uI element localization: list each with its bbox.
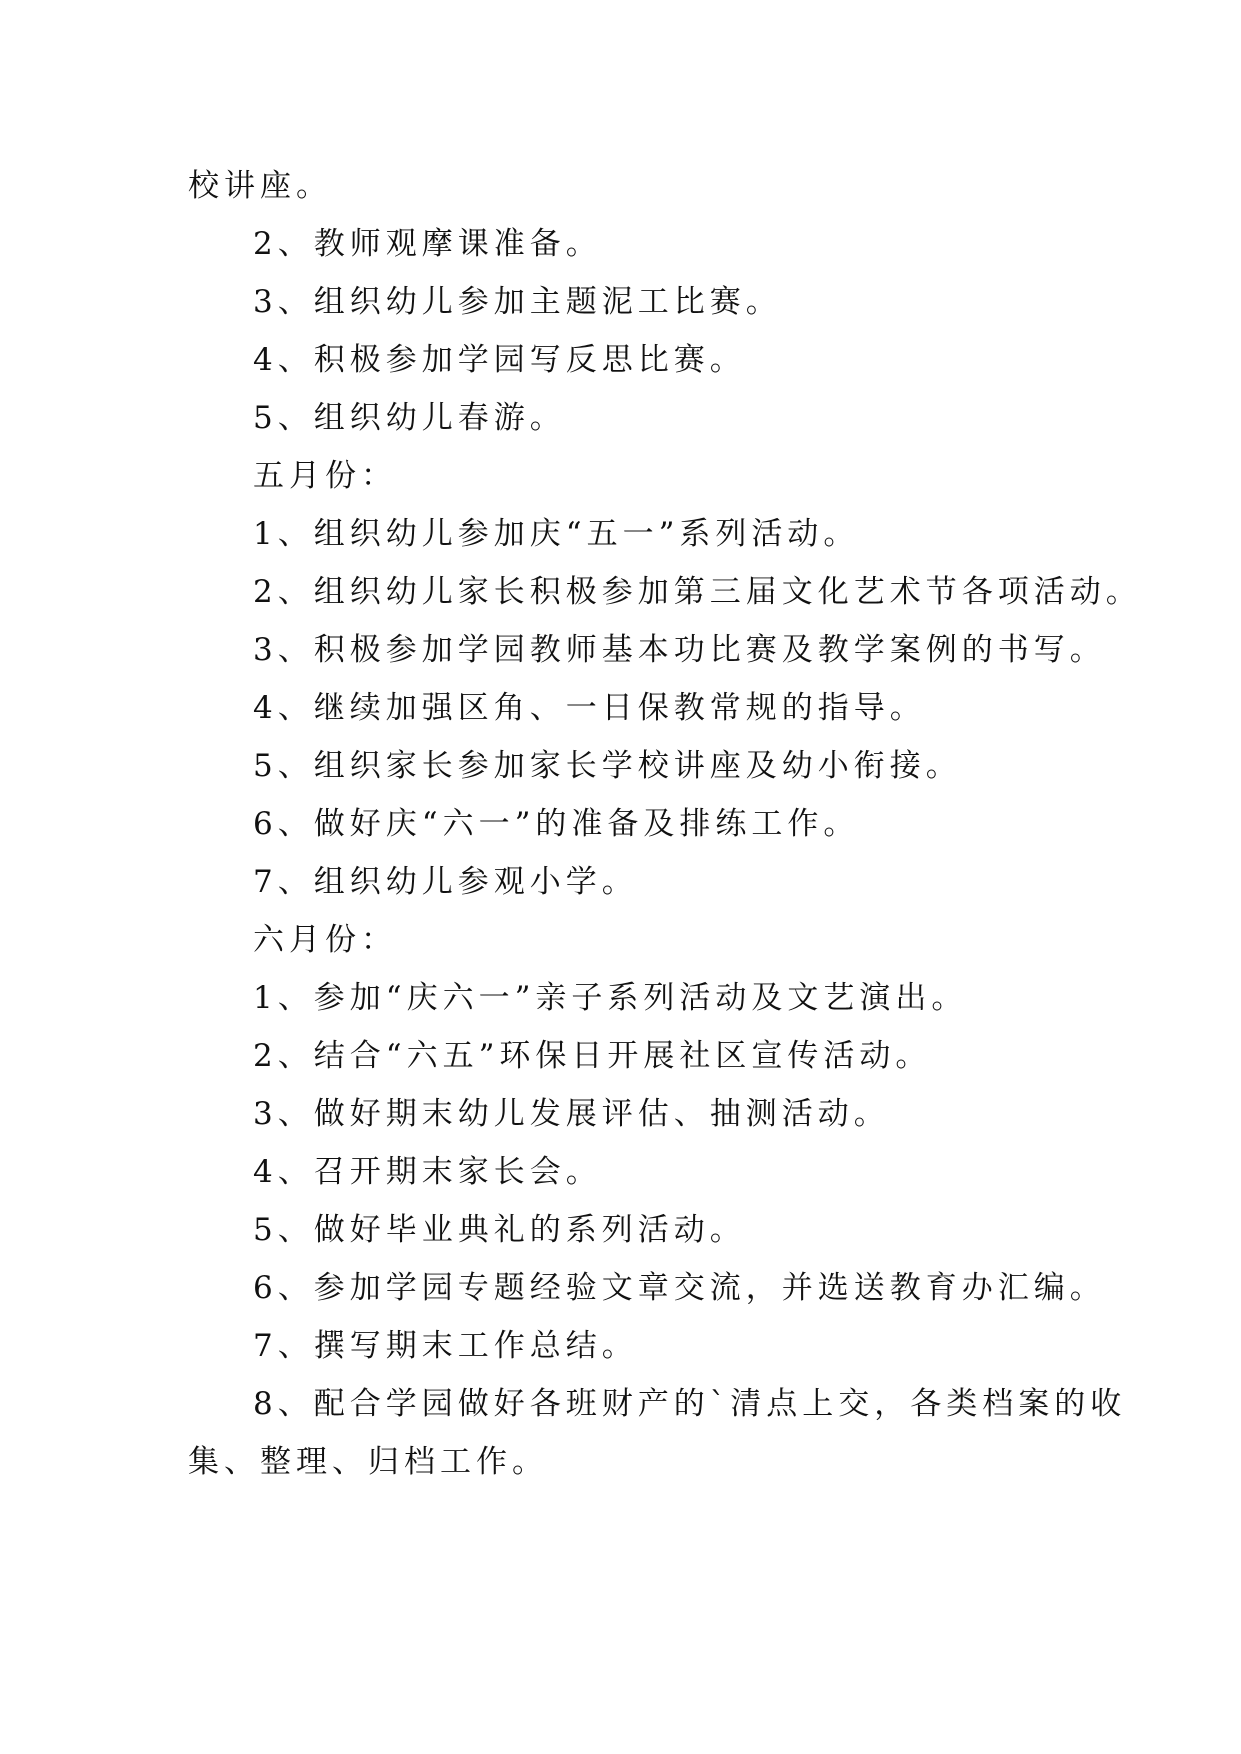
text-line: 1、参加“庆六一”亲子系列活动及文艺演出。 (253, 980, 968, 1016)
text-line: 3、积极参加学园教师基本功比赛及教学案例的书写。 (253, 632, 1106, 668)
text-line: 1、组织幼儿参加庆“五一”系列活动。 (253, 516, 860, 552)
text-line: 3、组织幼儿参加主题泥工比赛。 (253, 284, 782, 320)
text-line: 2、教师观摩课准备。 (253, 226, 602, 262)
text-line: 7、组织幼儿参观小学。 (253, 864, 638, 900)
text-line: 7、撰写期末工作总结。 (253, 1328, 638, 1364)
text-line: 2、组织幼儿家长积极参加第三届文化艺术节各项活动。 (253, 574, 1142, 610)
text-line: 校讲座。 (188, 168, 332, 204)
text-line: 5、做好毕业典礼的系列活动。 (253, 1212, 746, 1248)
text-line: 5、组织幼儿春游。 (253, 400, 566, 436)
text-line: 4、继续加强区角、一日保教常规的指导。 (253, 690, 926, 726)
section-heading: 六月份： (253, 922, 397, 958)
text-line: 2、结合“六五”环保日开展社区宣传活动。 (253, 1038, 932, 1074)
text-line: 6、参加学园专题经验文章交流，并选送教育办汇编。 (253, 1270, 1106, 1306)
text-line: 5、组织家长参加家长学校讲座及幼小衔接。 (253, 748, 962, 784)
text-line: 集、整理、归档工作。 (188, 1444, 548, 1480)
text-line: 8、配合学园做好各班财产的`清点上交，各类档案的收 (253, 1386, 1127, 1422)
text-line: 4、积极参加学园写反思比赛。 (253, 342, 746, 378)
text-line: 6、做好庆“六一”的准备及排练工作。 (253, 806, 860, 842)
text-line: 4、召开期末家长会。 (253, 1154, 602, 1190)
section-heading: 五月份： (253, 458, 397, 494)
text-line: 3、做好期末幼儿发展评估、抽测活动。 (253, 1096, 890, 1132)
